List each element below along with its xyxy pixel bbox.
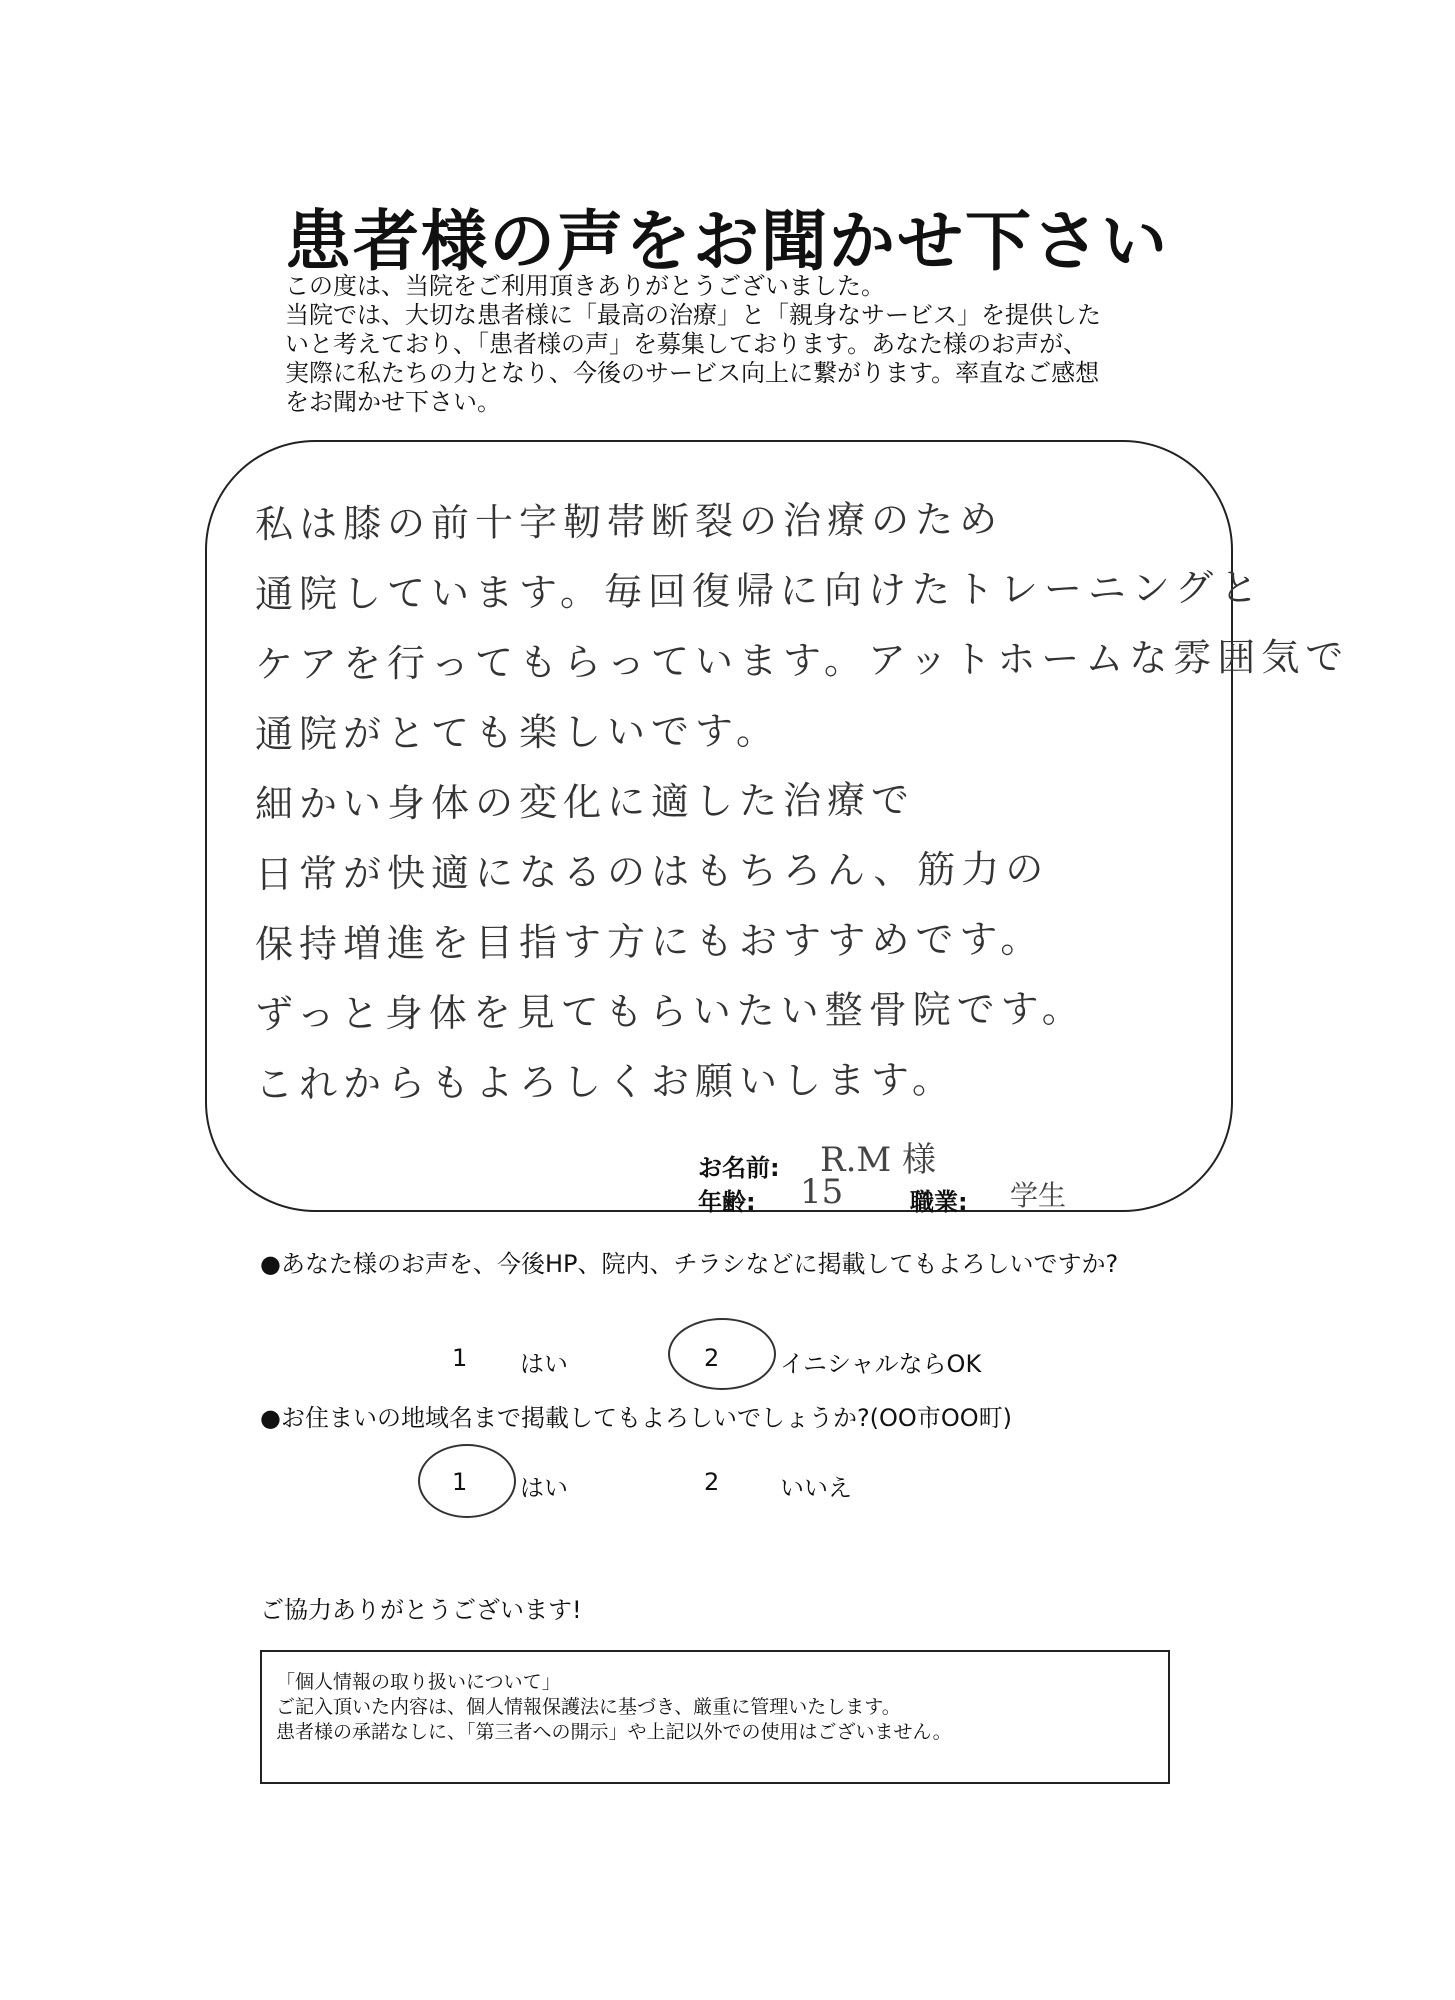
intro-line: をお聞かせ下さい。 — [285, 388, 501, 416]
privacy-line: 患者様の承諾なしに、「第三者への開示」や上記以外での使用はございません。 — [276, 1721, 952, 1743]
comment-line: 通院がとても楽しいです。 — [254, 708, 781, 757]
comment-line: 私は膝の前十字靭帯断裂の治療のため — [254, 497, 1004, 547]
q2-option2-number: 2 — [704, 1468, 720, 1496]
q1-selection-circle — [668, 1318, 776, 1390]
q1-option2-label: イニシャルならOK — [780, 1350, 982, 1378]
comment-line: 保持増進を目指す方にもおすすめです。 — [254, 916, 1045, 967]
comment-line: ケアを行ってもらっています。アットホームな雰囲気で — [254, 634, 1350, 687]
comment-line: 通院しています。毎回復帰に向けたトレーニングと — [254, 565, 1265, 617]
question-area: ●お住まいの地域名まで掲載してもよろしいでしょうか?(OO市OO町) — [260, 1404, 1012, 1432]
privacy-heading: 「個人情報の取り扱いについて」 — [276, 1671, 561, 1693]
q1-option1-label: はい — [520, 1350, 568, 1378]
intro-line: この度は、当院をご利用頂きありがとうございました。 — [285, 272, 885, 300]
intro-line: 実際に私たちの力となり、今後のサービス向上に繋がります。率直なご感想 — [285, 359, 1100, 387]
comment-line: 細かい身体の変化に適した治療で — [254, 777, 916, 827]
intro-text — [285, 272, 1190, 417]
privacy-notice — [260, 1650, 1170, 1784]
q2-option2-label: いいえ — [780, 1474, 852, 1502]
q1-option2-number: 2 — [704, 1344, 720, 1372]
job-value: 学生 — [1010, 1179, 1067, 1212]
job-label: 職業: — [910, 1188, 968, 1216]
privacy-line: ご記入頂いた内容は、個人情報保護法に基づき、厳重に管理いたします。 — [276, 1696, 901, 1718]
age-value: 15 — [800, 1172, 844, 1212]
intro-line: 当院では、大切な患者様に「最高の治療」と「親身なサービス」を提供した — [285, 301, 1101, 329]
q1-option1-number: 1 — [452, 1344, 468, 1372]
comment-line: ずっと身体を見てもらいたい整骨院です。 — [254, 986, 1086, 1037]
comment-line: 日常が快適になるのはもちろん、筋力の — [254, 846, 1050, 897]
handwritten-comment — [254, 486, 1350, 1116]
q2-option1-number: 1 — [452, 1468, 468, 1496]
thanks-message: ご協力ありがとうございます! — [260, 1596, 582, 1624]
age-label: 年齢: — [698, 1188, 756, 1216]
intro-line: いと考えており、「患者様の声」を募集しております。あなた様のお声が、 — [285, 330, 1088, 358]
name-value: R.M 様 — [820, 1140, 937, 1180]
name-label: お名前: — [698, 1154, 780, 1182]
q2-option1-label: はい — [520, 1474, 568, 1502]
comment-line: これからもよろしくお願いします。 — [254, 1057, 957, 1107]
question-publish: ●あなた様のお声を、今後HP、院内、チラシなどに掲載してもよろしいですか? — [260, 1250, 1119, 1278]
page-title: 患者様の声をお聞かせ下さい — [285, 203, 1169, 280]
